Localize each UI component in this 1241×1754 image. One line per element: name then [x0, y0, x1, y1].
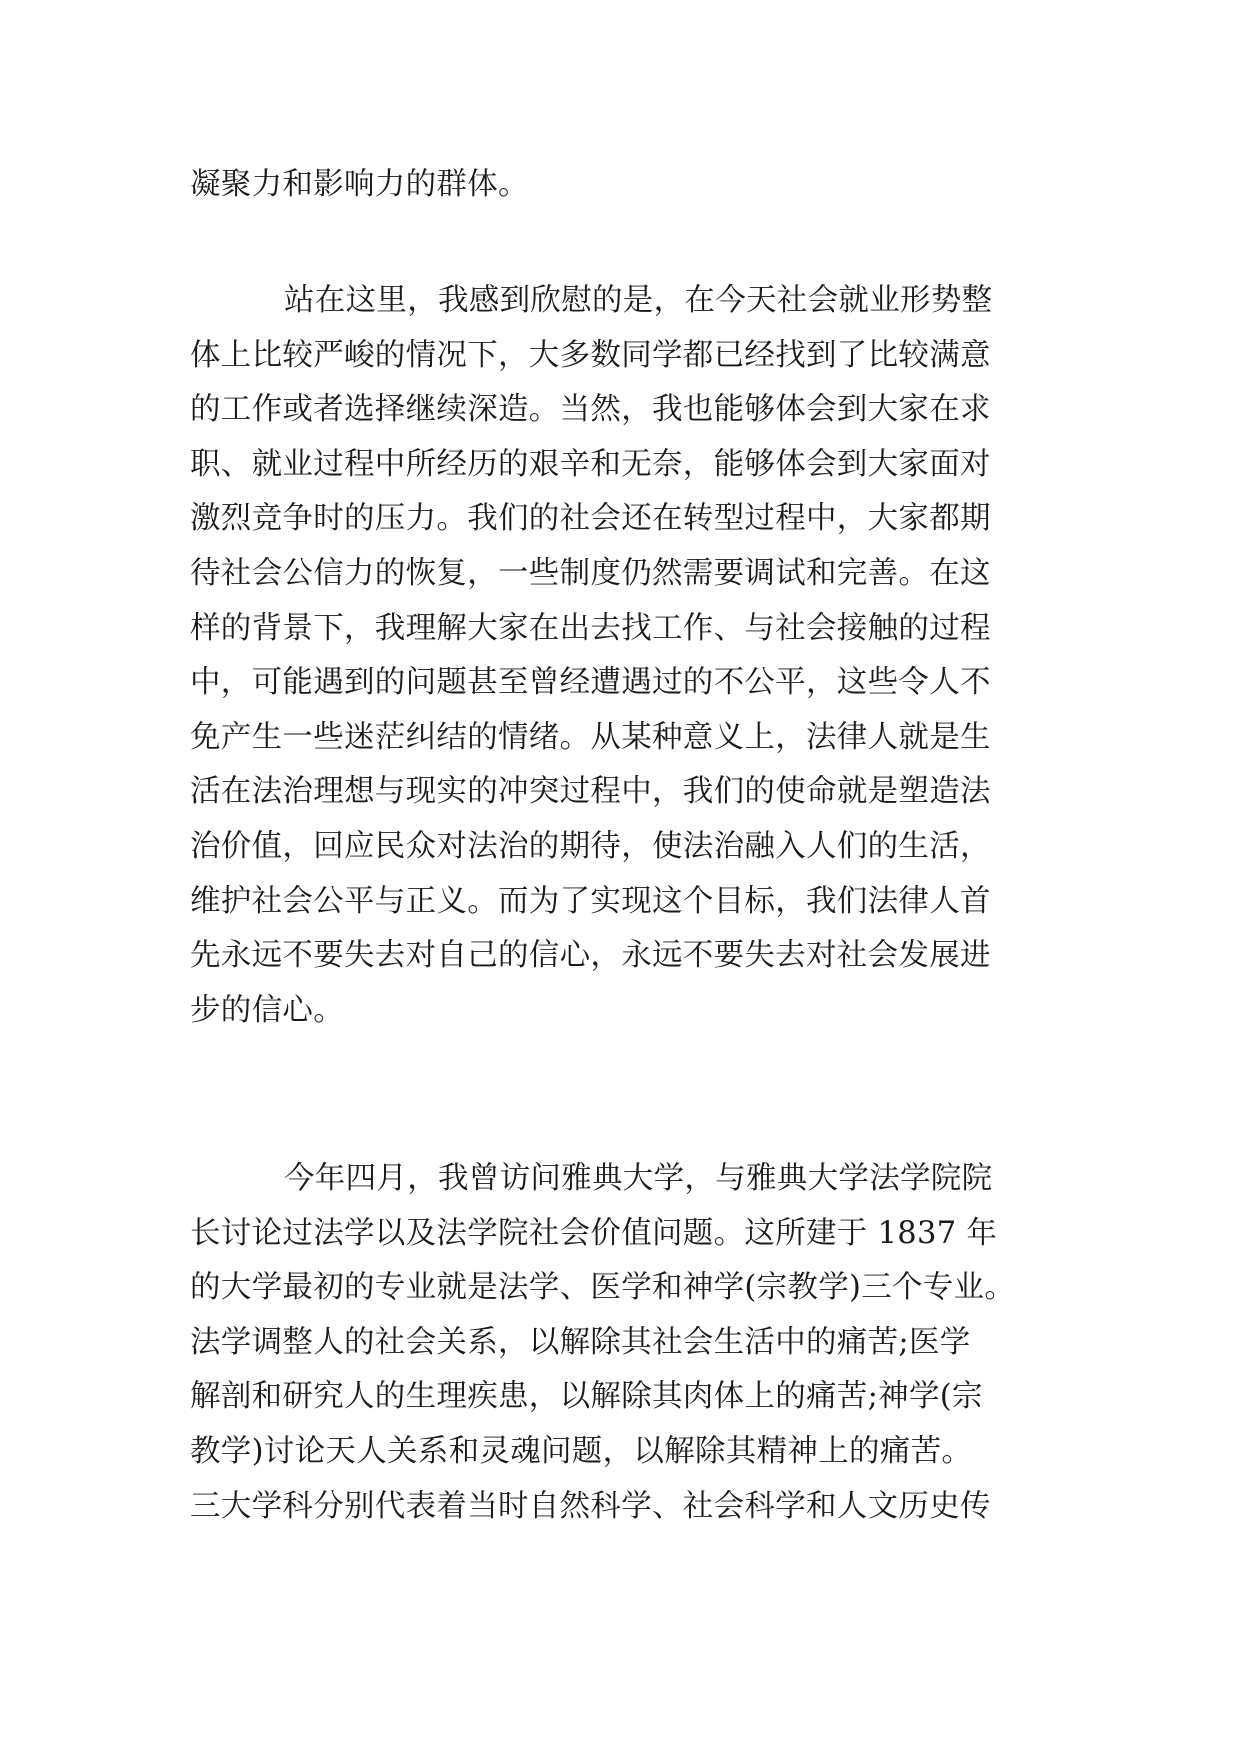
text-line: 治价值，回应民众对法治的期待，使法治融入人们的生活，	[190, 828, 991, 864]
text-line: 体上比较严峻的情况下，大多数同学都已经找到了比较满意	[190, 337, 991, 373]
text-line: 激烈竞争时的压力。我们的社会还在转型过程中，大家都期	[190, 501, 991, 537]
text-line: 中，可能遇到的问题甚至曾经遭遇过的不公平，这些令人不	[190, 665, 991, 701]
text-line: 解剖和研究人的生理疾患，以解除其肉体上的痛苦;神学(宗	[190, 1379, 983, 1415]
text-line: 先永远不要失去对自己的信心，永远不要失去对社会发展进	[190, 938, 991, 974]
text-line: 的大学最初的专业就是法学、医学和神学(宗教学)三个专业。	[190, 1270, 1016, 1306]
text-line: 站在这里，我感到欣慰的是，在今天社会就业形势整	[284, 283, 993, 318]
text-line: 教学)讨论天人关系和灵魂问题，以解除其精神上的痛苦。	[190, 1433, 973, 1469]
text-line: 样的背景下，我理解大家在出去找工作、与社会接触的过程	[190, 610, 991, 646]
paragraph	[190, 158, 1060, 213]
text-line: 免产生一些迷茫纠结的情绪。从某种意义上，法律人就是生	[190, 719, 991, 755]
paragraph	[190, 1152, 1060, 1534]
text-line: 今年四月，我曾访问雅典大学，与雅典大学法学院院	[284, 1161, 993, 1196]
text-line: 职、就业过程中所经历的艰辛和无奈，能够体会到大家面对	[190, 446, 991, 482]
text-line: 的工作或者选择继续深造。当然，我也能够体会到大家在求	[190, 392, 991, 428]
text-line: 凝聚力和影响力的群体。	[190, 167, 529, 202]
text-line: 活在法治理想与现实的冲突过程中，我们的使命就是塑造法	[190, 774, 991, 810]
text-line: 长讨论过法学以及法学院社会价值问题。这所建于 1837 年	[190, 1215, 998, 1251]
text-line: 待社会公信力的恢复，一些制度仍然需要调试和完善。在这	[190, 555, 991, 591]
paragraph	[190, 274, 1060, 1038]
text-line: 三大学科分别代表着当时自然科学、社会科学和人文历史传	[190, 1488, 991, 1524]
text-line: 维护社会公平与正义。而为了实现这个目标，我们法律人首	[190, 883, 991, 919]
text-line: 步的信心。	[190, 992, 344, 1028]
text-line: 法学调整人的社会关系，以解除其社会生活中的痛苦;医学	[190, 1324, 971, 1360]
